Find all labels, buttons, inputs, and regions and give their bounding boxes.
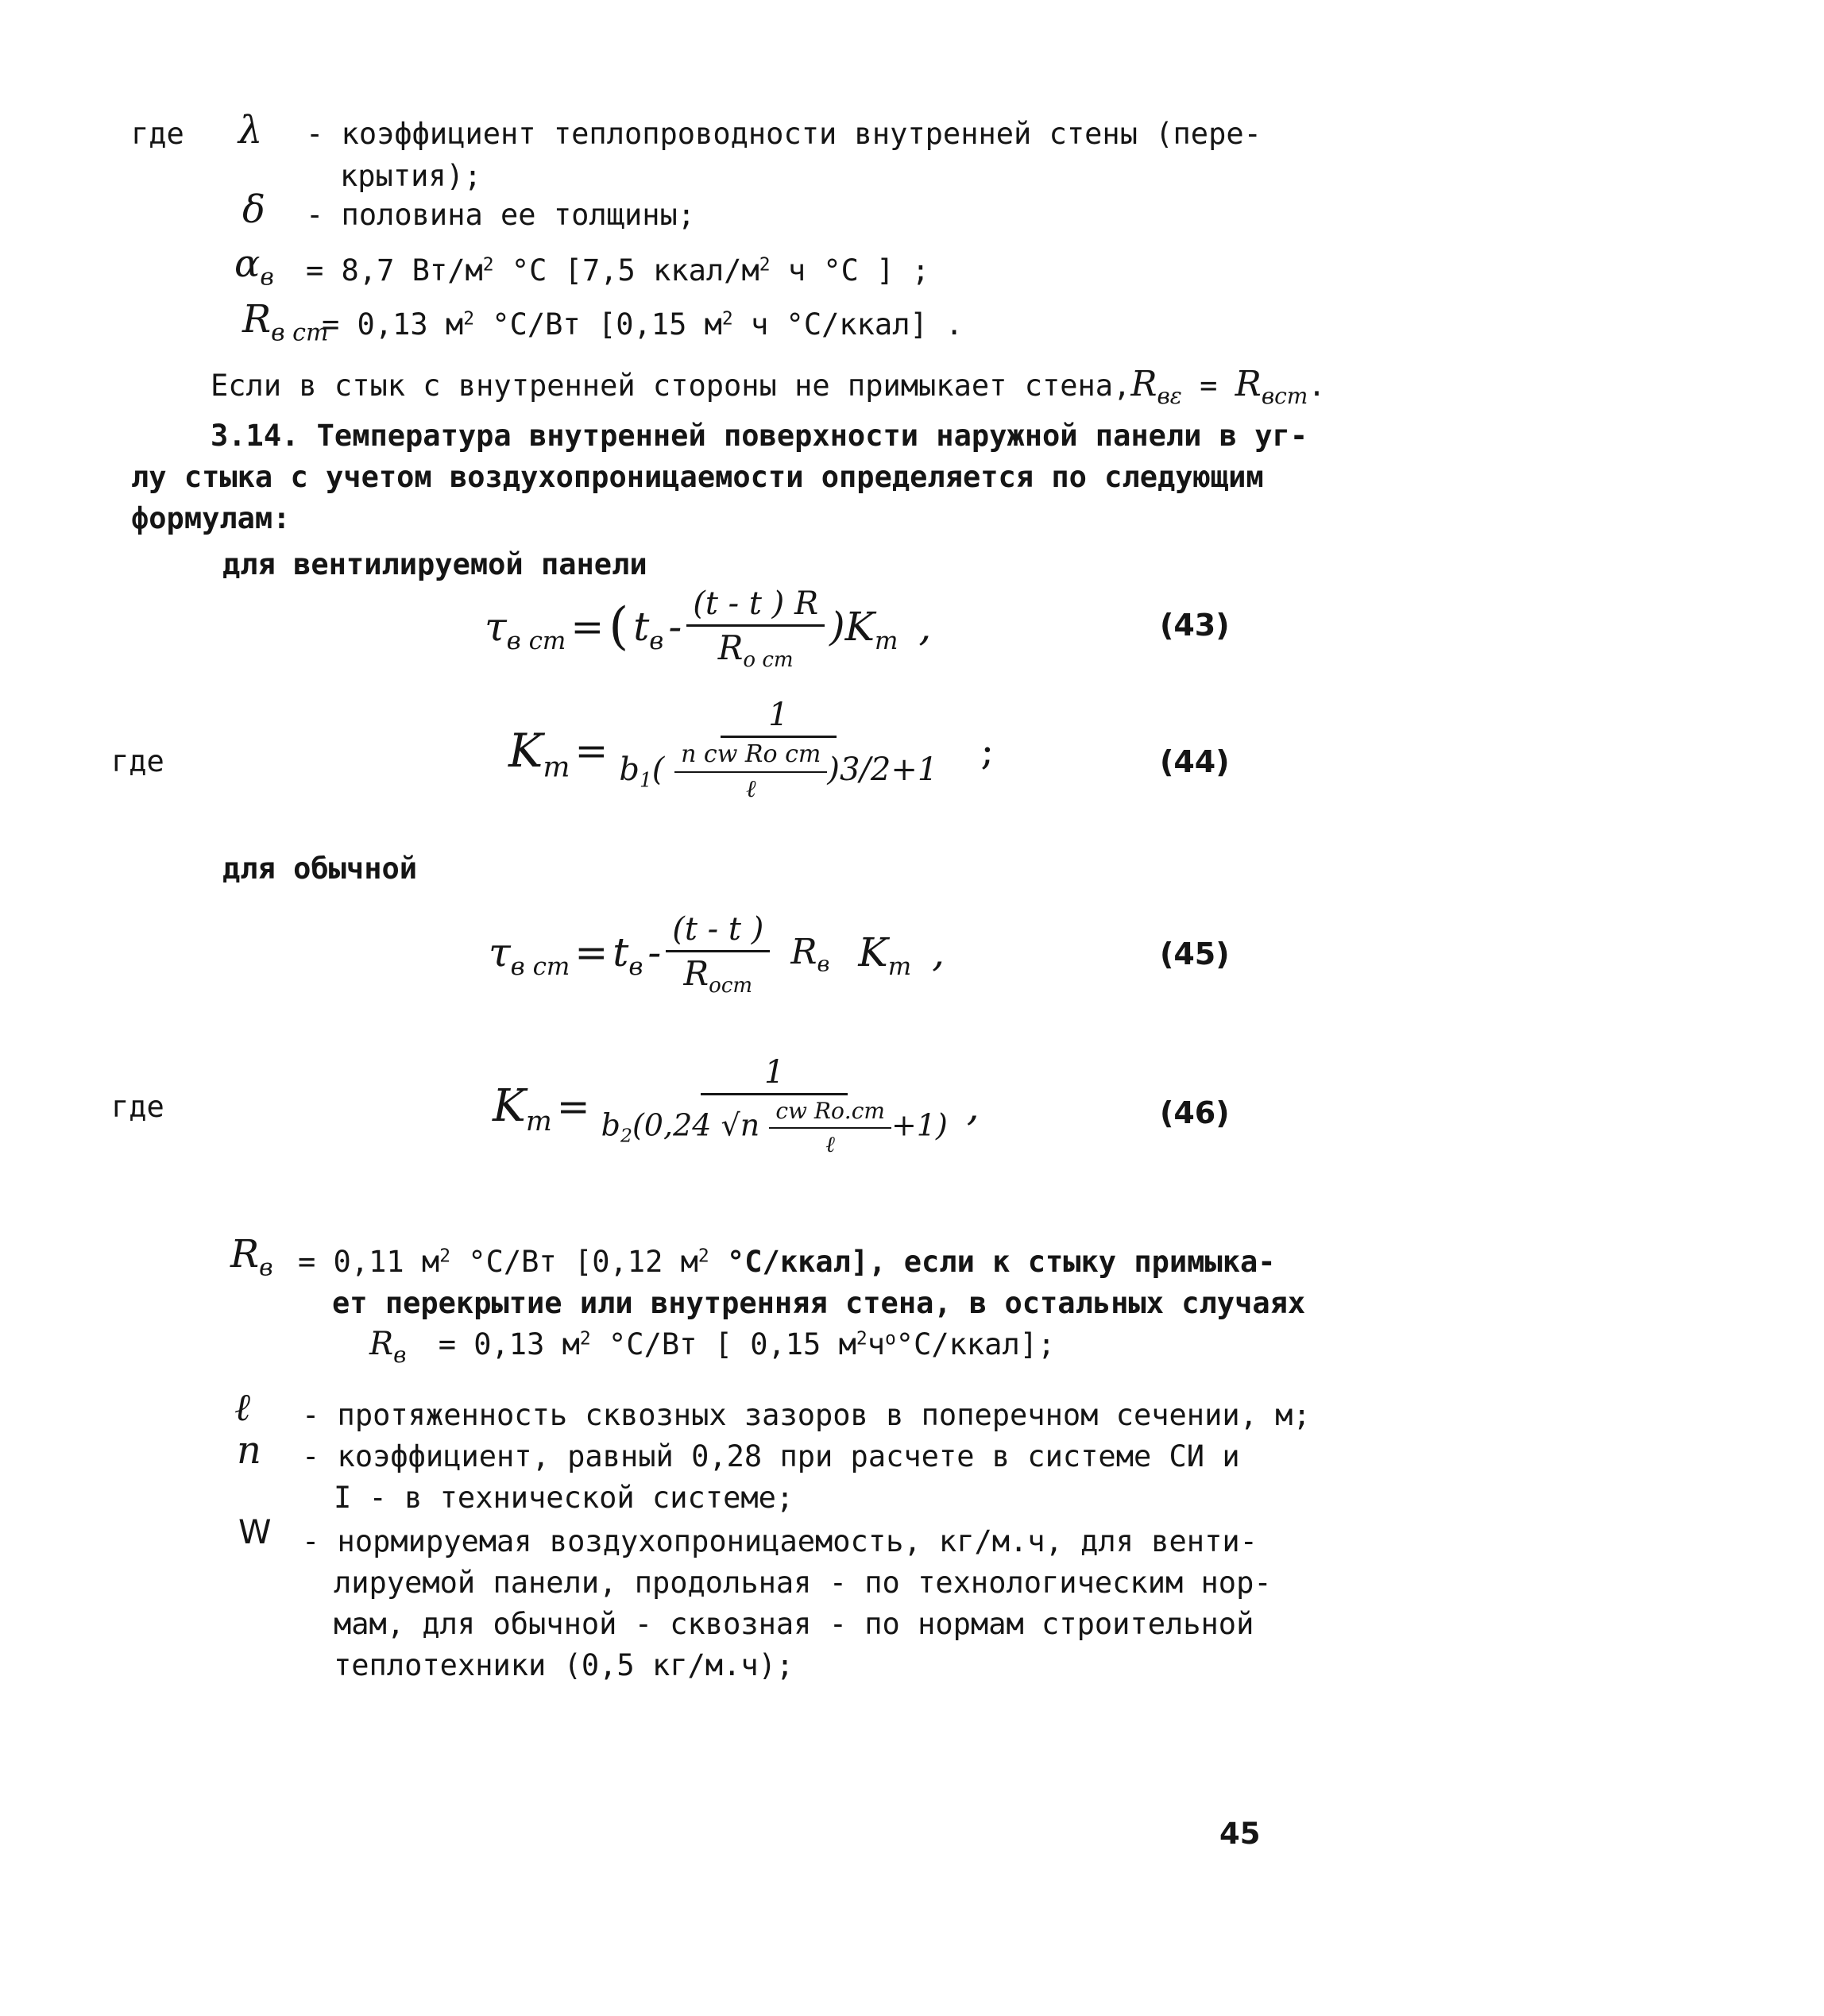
formula-44: $K_m$ = 1 $b_1$( $\frac{\text{n cw Ro ст}}{\text{ℓ}}$ )3/2+1 ;: [508, 697, 995, 803]
w-symbol: W: [238, 1512, 272, 1551]
n-def-line2: I - в технической системе;: [334, 1481, 794, 1515]
delta-symbol: δ: [242, 187, 265, 232]
alpha-symbol: $\alpha_в$: [234, 241, 274, 292]
alpha-def: = 8,7 $Вт/м^2$ °C [7,5 ккал/$м^2$ ч °C ] ;: [306, 253, 930, 288]
equation-number-46: (46): [1160, 1095, 1230, 1130]
equation-number-43: (43): [1160, 608, 1230, 643]
delta-def: - половина ее толщины;: [306, 198, 696, 232]
w-def-line1: - нормируемая воздухопроницаемость, кг/м.ч, для венти-: [302, 1524, 1258, 1558]
rvst-symbol: $R_{в ст}$: [242, 297, 329, 347]
section-3-14-line3: формулам:: [131, 501, 291, 535]
rv-def-line2: ет перекрытие или внутренняя стена, в остальных случаях: [332, 1286, 1306, 1320]
n-symbol: n: [237, 1428, 261, 1473]
l-def: - протяженность сквозных зазоров в поперечном сечении, м;: [302, 1398, 1311, 1432]
if-no-wall-line: Если в стык с внутренней стороны не примыкает $стена,R_{в\varepsilon} = R_{вст}$.: [211, 364, 1326, 409]
formula-43: $\tau_{в ст}$ = ( $t_в$ - $\frac{(t - t ) R}{R_{о ст}}$ )$K_m$ ,: [485, 585, 932, 673]
where-label-44: где: [111, 744, 164, 778]
equation-number-44: (44): [1160, 744, 1230, 779]
w-def-line2: лируемой панели, продольная - по технологическим нор-: [334, 1566, 1272, 1600]
lambda-def-line1: - коэффициент теплопроводности внутренней стены (пере-: [306, 117, 1262, 151]
rvst-def: = 0,13 $м^2$ °C/Вт [0,15 $м^2$ ч °C/ккал] .: [322, 307, 964, 342]
equation-number-45: (45): [1160, 937, 1230, 971]
section-3-14-line2: лу стыка с учетом воздухопроницаемости определяется по следующим: [131, 460, 1264, 494]
n-def-line1: - коэффициент, равный 0,28 при расчете в системе СИ и: [302, 1439, 1240, 1473]
section-3-14-line1: 3.14. Температура внутренней поверхности наружной панели в уг-: [211, 419, 1308, 453]
ordinary-panel-label: для обычной: [222, 852, 418, 886]
lambda-symbol: λ: [238, 108, 263, 153]
ventilated-panel-label: для вентилируемой панели: [222, 547, 647, 581]
w-def-line4: теплотехники (0,5 кг/м.ч);: [334, 1648, 794, 1682]
rv-def-line1: = 0,11 $м^2$ °C/Вт [0,12 $м^2$ °C/ккал], если к стыку примыка-: [298, 1245, 1276, 1279]
where-label: где: [131, 117, 184, 151]
lambda-def-line2: крытия);: [340, 159, 482, 193]
where-label-46: где: [111, 1090, 164, 1124]
l-symbol: ℓ: [234, 1385, 250, 1430]
formula-45: $\tau_{в ст}$ = $t_в$ - $\frac{(t - t )}{R_{ост}}$ $R_в$ $K_m$ ,: [489, 911, 945, 998]
rv-def-line3: $R_в = 0,13$ $м^2$ °C/Вт [ 0,15 $м^2ч^o^\circ C/ккал$];: [369, 1326, 1056, 1368]
w-def-line3: мам, для обычной - сквозная - по нормам строительной: [334, 1607, 1254, 1641]
formula-46: $K_m$ = 1 $b_2(0,24$ √n $\frac{\text{cw Rо.ст}}{\text{ℓ}}$ +1) ,: [493, 1054, 980, 1157]
page-number: 45: [1219, 1817, 1261, 1851]
rv-symbol: $R_в$: [230, 1232, 273, 1282]
